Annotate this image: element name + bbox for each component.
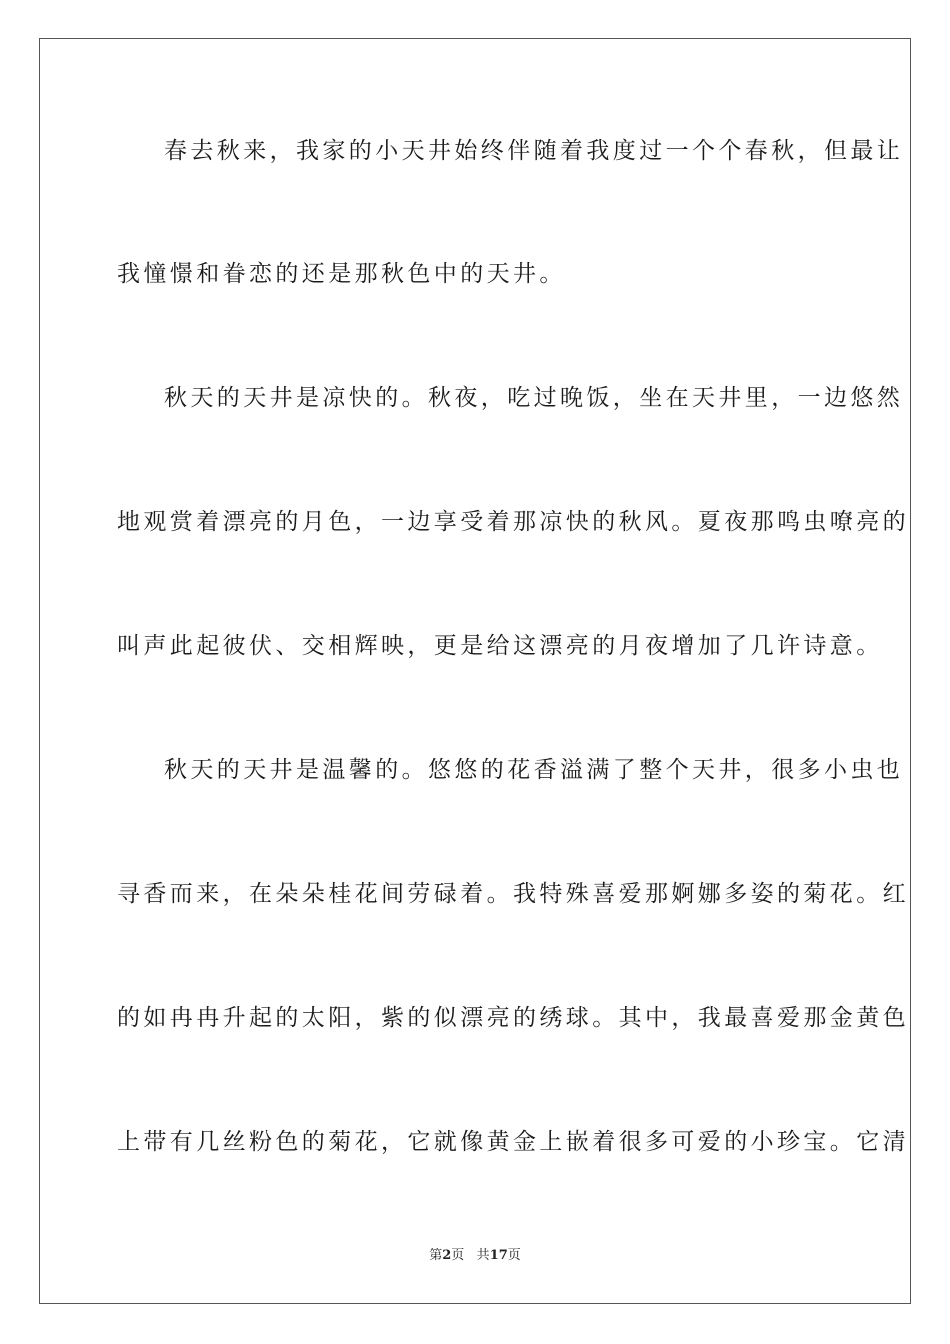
text-line: 春去秋来，我家的小天井始终伴随着我度过一个个春秋，但最让 <box>164 138 904 164</box>
text-line: 上带有几丝粉色的菊花，它就像黄金上嵌着很多可爱的小珍宝。它清 <box>117 1129 909 1155</box>
text-line: 我憧憬和眷恋的还是那秋色中的天井。 <box>117 261 566 287</box>
page-number: 2 <box>442 1248 452 1263</box>
total-suffix: 页 <box>507 1248 521 1263</box>
page-prefix: 第 <box>429 1248 443 1263</box>
text-line: 寻香而来，在朵朵桂花间劳碌着。我特殊喜爱那婀娜多姿的菊花。红 <box>117 881 909 907</box>
page-footer <box>0 1247 950 1265</box>
text-line: 地观赏着漂亮的月色，一边享受着那凉快的秋风。夏夜那鸣虫嘹亮的 <box>117 509 909 535</box>
page-suffix: 页 <box>451 1248 465 1263</box>
text-line: 秋天的天井是凉快的。秋夜，吃过晚饭，坐在天井里，一边悠然 <box>164 385 904 411</box>
text-line: 的如冉冉升起的太阳，紫的似漂亮的绣球。其中，我最喜爱那金黄色 <box>117 1005 909 1031</box>
total-pages: 17 <box>489 1248 508 1263</box>
total-prefix: 共 <box>476 1248 490 1263</box>
text-line: 叫声此起彼伏、交相辉映，更是给这漂亮的月夜增加了几许诗意。 <box>117 633 883 659</box>
text-line: 秋天的天井是温馨的。悠悠的花香溢满了整个天井，很多小虫也 <box>164 757 904 783</box>
page-frame <box>39 38 911 1304</box>
